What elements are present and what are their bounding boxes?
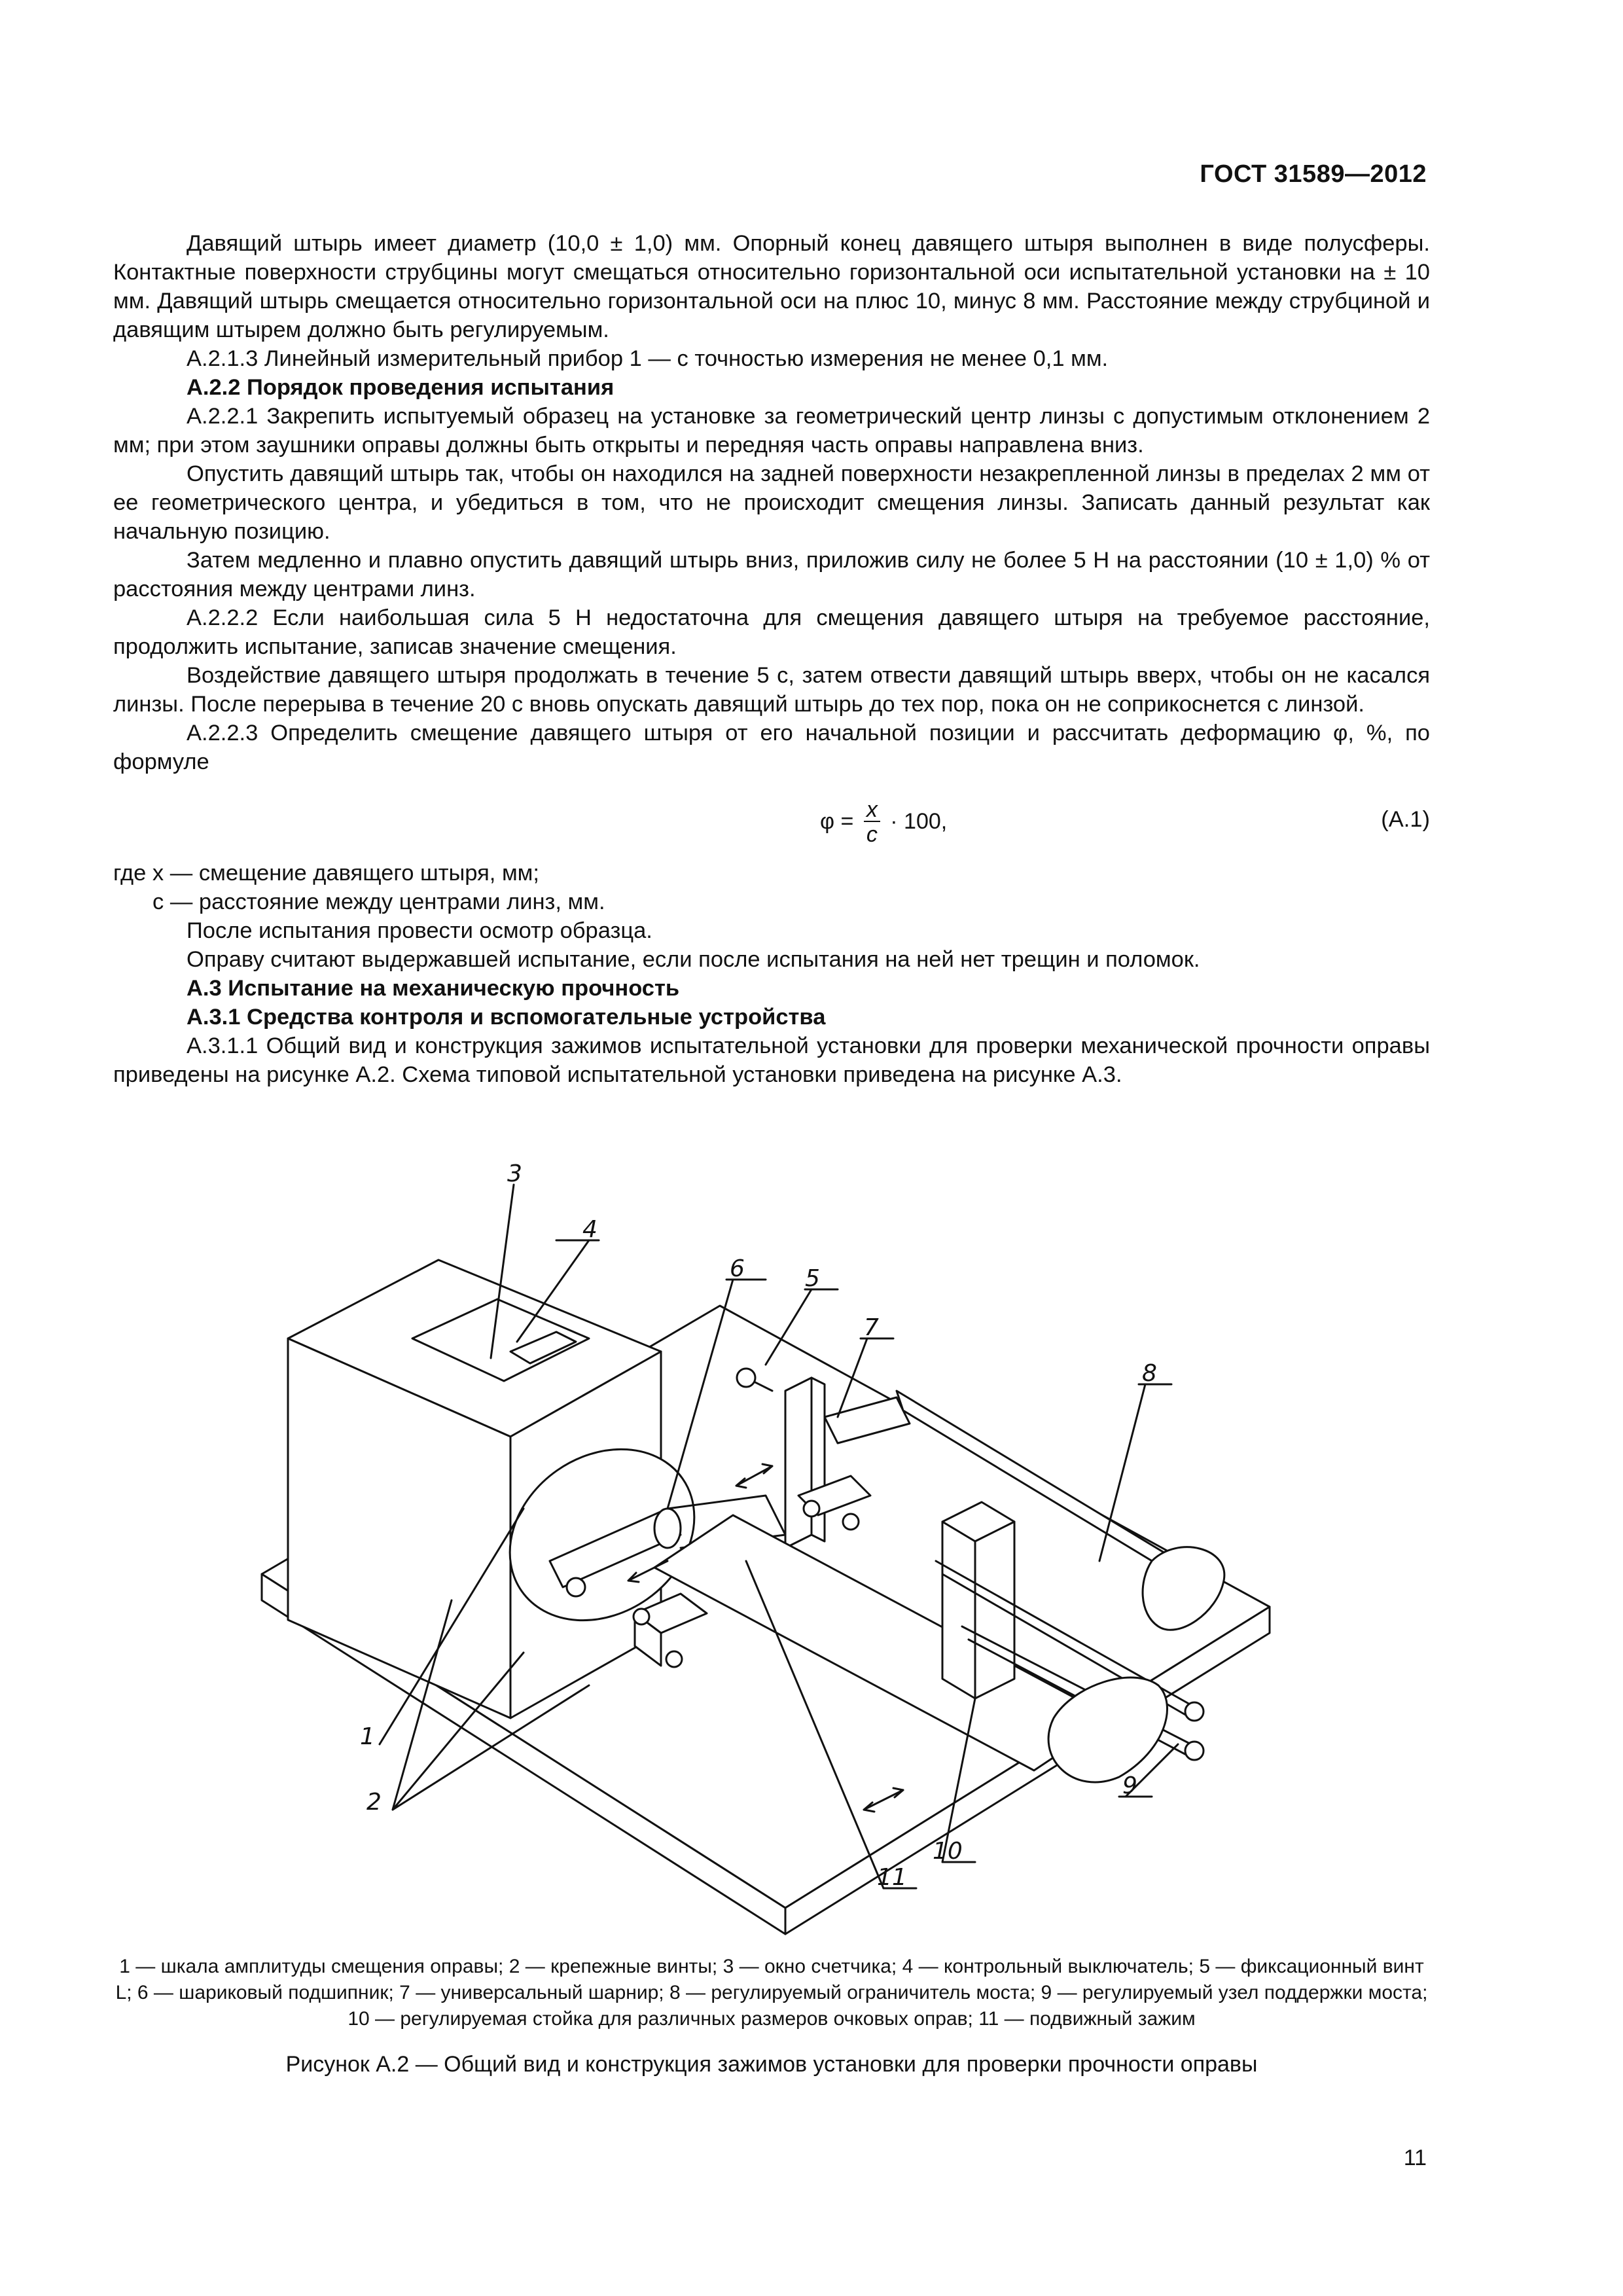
figure-label-10: 10 [933,1838,963,1865]
paragraph: А.3.1.1 Общий вид и конструкция зажимов испытательной установки для проверки механической прочности оправы приведены на рисунке А.2. Схема типовой испытательной установки приведена на рисунке А.3. [113,1033,1430,1087]
figure-label-11: 11 [877,1864,907,1891]
figure-label-3: 3 [507,1160,522,1187]
paragraph: Опустить давящий штырь так, чтобы он находился на задней поверхности незакрепленной линзы в пределах 2 мм от ее геометрического центра, и убедиться в том, что не происходит смещения линзы. Записать данный результат как начальную позицию. [113,461,1430,544]
paragraph: А.2.2.2 Если наибольшая сила 5 Н недостаточна для смещения давящего штыря на требуемое расстояние, продолжить испытание, записав значение смещения. [113,605,1430,659]
figure-label-8: 8 [1142,1360,1157,1387]
figure-legend: 1 — шкала амплитуды смещения оправы; 2 — крепежные винты; 3 — окно счетчика; 4 — контрольный выключатель; 5 — фиксационный винт L; 6 — шариковый подшипник; 7 — универсальный шарнир; 8 — регулируемый ограничитель моста; 9 — регулируемый узел поддержки моста; 10 — регулируемая стойка для различных размеров очковых оправ; 11 — подвижный зажим [115,1956,1428,2030]
body-text [113,229,1430,1089]
subsection-heading: А.3.1 Средства контроля и вспомогательные устройства [187,1005,826,1030]
page-number: 11 [1403,2145,1427,2170]
figure-label-9: 9 [1122,1772,1137,1799]
device-drawing [249,1142,1329,1941]
section-heading: А.2.2 Порядок проведения испытания [187,375,615,400]
formula-expression [820,798,947,847]
paragraph: Воздействие давящего штыря продолжать в течение 5 с, затем отвести давящий штырь вверх, чтобы он не касался линзы. После перерыва в течение 20 с вновь опускать давящий штырь до тех пор, пока он не соприкоснется с линзой. [113,663,1430,717]
figure-label-5: 5 [805,1265,820,1292]
formula-rhs: · 100, [890,808,948,834]
formula-numerator: x [864,798,880,822]
figure-caption: Рисунок А.2 — Общий вид и конструкция зажимов установки для проверки прочности оправы [285,2052,1258,2077]
figure-label-2: 2 [366,1789,382,1816]
figure-label-4: 4 [582,1216,597,1243]
figure-a2 [249,1142,1329,1941]
figure-label-1: 1 [360,1723,375,1750]
section-heading: А.3 Испытание на механическую прочность [187,976,680,1001]
paragraph: А.2.2.3 Определить смещение давящего штыря от его начальной позиции и рассчитать деформацию φ, %, по формуле [113,721,1430,774]
formula-number: (А.1) [1381,807,1430,832]
where-x: где x — смещение давящего штыря, мм; [113,861,539,886]
paragraph: Затем медленно и плавно опустить давящий штырь вниз, приложив силу не более 5 Н на расстоянии (10 ± 1,0) % от расстояния между центрами линз. [113,548,1430,601]
formula [113,785,1430,851]
paragraph: После испытания провести осмотр образца. [187,918,652,943]
paragraph: Давящий штырь имеет диаметр (10,0 ± 1,0) мм. Опорный конец давящего штыря выполнен в виде полусферы. Контактные поверхности струбцины могут смещаться относительно горизонтальной оси испытательной установки на ± 10 мм. Давящий штырь смещается относительно горизонтальной оси на плюс 10, минус 8 мм. Расстояние между струбциной и давящим штырем должно быть регулируемым. [113,231,1430,342]
paragraph: А.2.1.3 Линейный измерительный прибор 1 — с точностью измерения не менее 0,1 мм. [187,346,1109,371]
where-c: c — расстояние между центрами линз, мм. [152,889,605,914]
standard-header: ГОСТ 31589—2012 [1200,160,1427,188]
figure-label-7: 7 [864,1314,879,1341]
formula-denominator: c [866,822,878,847]
paragraph: А.2.2.1 Закрепить испытуемый образец на установке за геометрический центр линзы с допустимым отклонением 2 мм; при этом заушники оправы должны быть открыты и передняя часть оправы направлена вниз. [113,404,1430,457]
figure-label-6: 6 [730,1255,745,1282]
paragraph: Оправу считают выдержавшей испытание, если после испытания на ней нет трещин и поломок. [187,947,1200,972]
formula-fraction [864,798,880,847]
formula-lhs: φ = [820,808,854,834]
